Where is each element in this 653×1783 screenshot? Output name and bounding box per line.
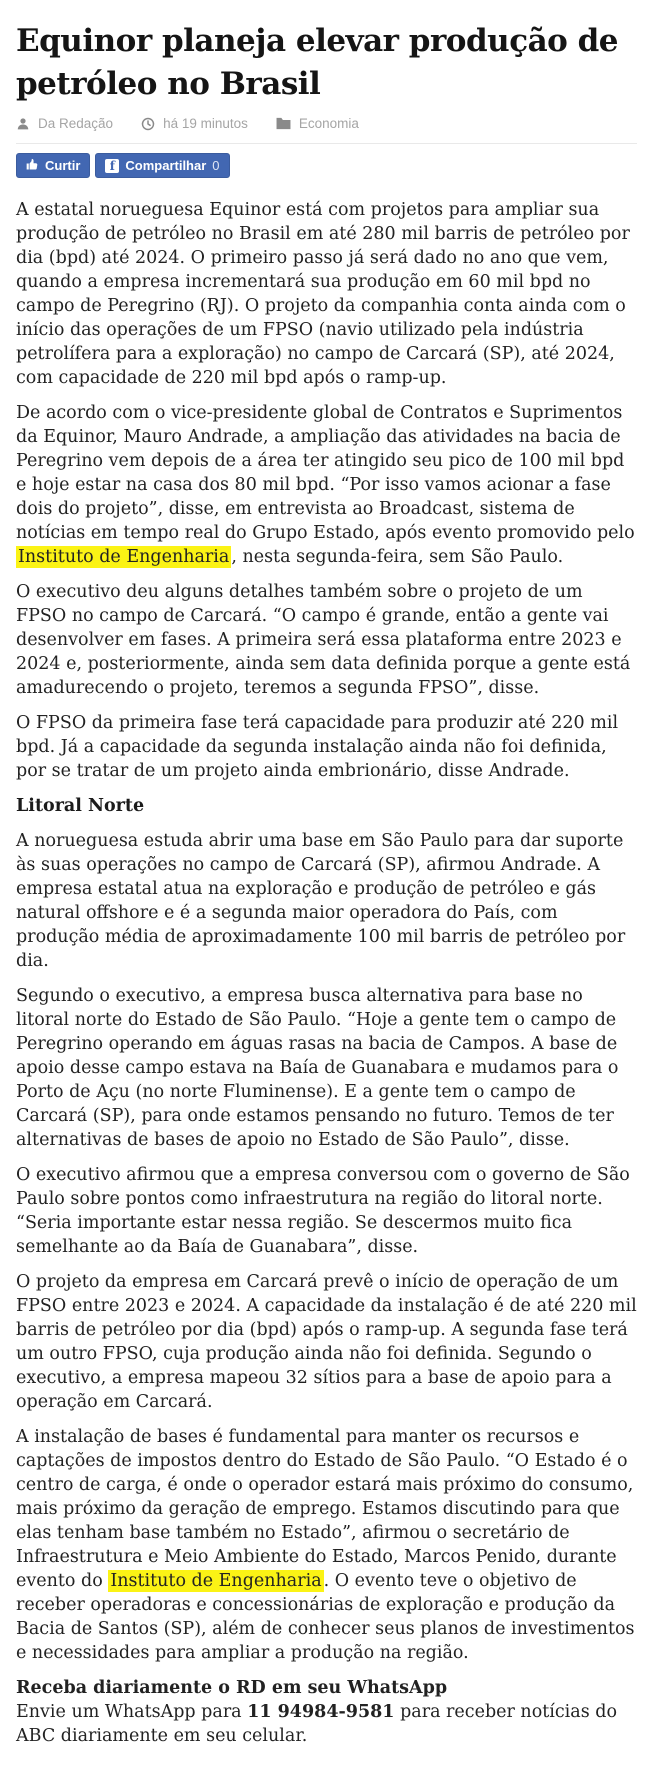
bold-text: 11 94984-9581 — [247, 1702, 395, 1722]
meta-category-label: Economia — [298, 116, 359, 131]
article-paragraph: O FPSO da primeira fase terá capacidade para produzir até 220 mil bpd. Já a capacidade da segunda instalação ainda não foi definida, por se tratar de um projeto ainda embrionário, disse Andrade. — [16, 713, 619, 781]
thumbs-up-icon — [26, 158, 39, 174]
article-paragraph: A norueguesa estuda abrir uma base em São Paulo para dar suporte às suas operações no campo de Carcará (SP), afirmou Andrade. A empresa estatal atua na exploração e produção de petróleo e gás natural offshore e é a segunda maior operadora do País, com produção média de aproximadamente 100 mil barris de petróleo por dia. — [16, 831, 626, 971]
article-paragraph: O executivo afirmou que a empresa conversou com o governo de São Paulo sobre pontos como infraestrutura na região do litoral norte. “Seria importante estar nessa região. Se descermos muito fica semelhante ao da Baía de Guanabara”, disse. — [16, 1165, 630, 1257]
highlighted-text: Instituto de Engenharia — [110, 1571, 322, 1591]
folder-icon — [276, 117, 291, 130]
article-paragraph: Segundo o executivo, a empresa busca alternativa para base no litoral norte do Estado de São Paulo. “Hoje a gente tem o campo de Peregrino operando em águas rasas na bacia de Campos. A base de apoio desse campo estava na Baía de Guanabara e mudamos para o Porto de Açu (no norte Fluminense). E a gente tem o campo de Carcará (SP), para onde estamos pensando no futuro. Temos de ter alternativas de bases de apoio no Estado de São Paulo”, disse. — [16, 986, 619, 1150]
article-paragraph: A instalação de bases é fundamental para manter os recursos e captações de impostos dentro do Estado de São Paulo. “O Estado é o centro de carga, é onde o operador estará mais próximo do consumo, mais próximo da geração de emprego. Estamos discutindo para que elas tenham base também no Estado”, afirmou o secretário de Infraestrutura e Meio Ambiente do Estado, Marcos Penido, durante evento do Instituto de Engenharia . O evento teve o objetivo de receber operadoras e concessionárias de exploração e produção da Bacia de Santos (SP), além de conhecer seus planos de investimentos e necessidades para ampliar a produção na região. — [16, 1427, 635, 1663]
facebook-f-icon — [105, 159, 119, 173]
article-paragraph: O projeto da empresa em Carcará prevê o início de operação de um FPSO entre 2023 e 2024. A capacidade da instalação é de até 220 mil barris de petróleo por dia (bpd) após o ramp-up. A segunda fase terá um outro FPSO, cuja produção ainda não foi definida. Segundo o executivo, a empresa mapeou 32 sítios para a base de apoio para a operação em Carcará. — [16, 1272, 637, 1412]
facebook-like-button[interactable] — [16, 153, 90, 178]
article-body — [16, 198, 637, 1748]
article-paragraph: De acordo com o vice-presidente global de Contratos e Suprimentos da Equinor, Mauro Andrade, a ampliação das atividades na bacia de Peregrino vem depois de a área ter atingido seu pico de 100 mil bpd e hoje estar na casa dos 80 mil bpd. “Por isso vamos acionar a fase dois do projeto”, disse, em entrevista ao Broadcast, sistema de notícias em tempo real do Grupo Estado, após evento promovido pelo Instituto de Engenharia , nesta segunda-feira, sem São Paulo. — [16, 403, 635, 567]
share-button-label: Compartilhar — [125, 158, 207, 173]
article-meta — [16, 116, 637, 144]
like-button-label: Curtir — [45, 158, 81, 173]
article-paragraph: O executivo deu alguns detalhes também sobre o projeto de um FPSO no campo de Carcará. “O campo é grande, então a gente vai desenvolver em fases. A primeira será essa plataforma entre 2023 e 2024 e, posteriormente, ainda sem data definida porque a gente está amadurecendo o projeto, teremos a segunda FPSO”, disse. — [16, 582, 631, 698]
social-share-row — [16, 153, 637, 178]
meta-category[interactable] — [276, 116, 359, 131]
clock-icon — [141, 117, 155, 131]
facebook-share-button[interactable] — [95, 153, 229, 178]
meta-author — [16, 116, 113, 131]
meta-author-label: Da Redação — [38, 116, 114, 131]
page-title: Equinor planeja elevar produção de petróleo no Brasil — [16, 23, 619, 102]
user-icon — [16, 117, 30, 131]
article-paragraph: Receba diariamente o RD em seu WhatsApp Envie um WhatsApp para 11 94984-9581 para receber notícias do ABC diariamente em seu celular. — [16, 1678, 617, 1746]
meta-published-label: há 19 minutos — [163, 116, 248, 131]
highlighted-text: Instituto de Engenharia — [18, 547, 230, 567]
meta-published — [141, 116, 248, 131]
share-count: 0 — [212, 158, 220, 173]
bold-text: Receba diariamente o RD em seu WhatsApp — [16, 1678, 448, 1698]
section-heading: Litoral Norte — [16, 796, 145, 816]
article-paragraph: A estatal norueguesa Equinor está com projetos para ampliar sua produção de petróleo no Brasil em até 280 mil barris de petróleo por dia (bpd) até 2024. O primeiro passo já será dado no ano que vem, quando a empresa incrementará sua produção em 60 mil bpd no campo de Peregrino (RJ). O projeto da companhia conta ainda com o início das operações de um FPSO (navio utilizado pela indústria petrolífera para a exploração) no campo de Carcará (SP), até 2024, com capacidade de 220 mil bpd após o ramp-up. — [16, 200, 630, 388]
